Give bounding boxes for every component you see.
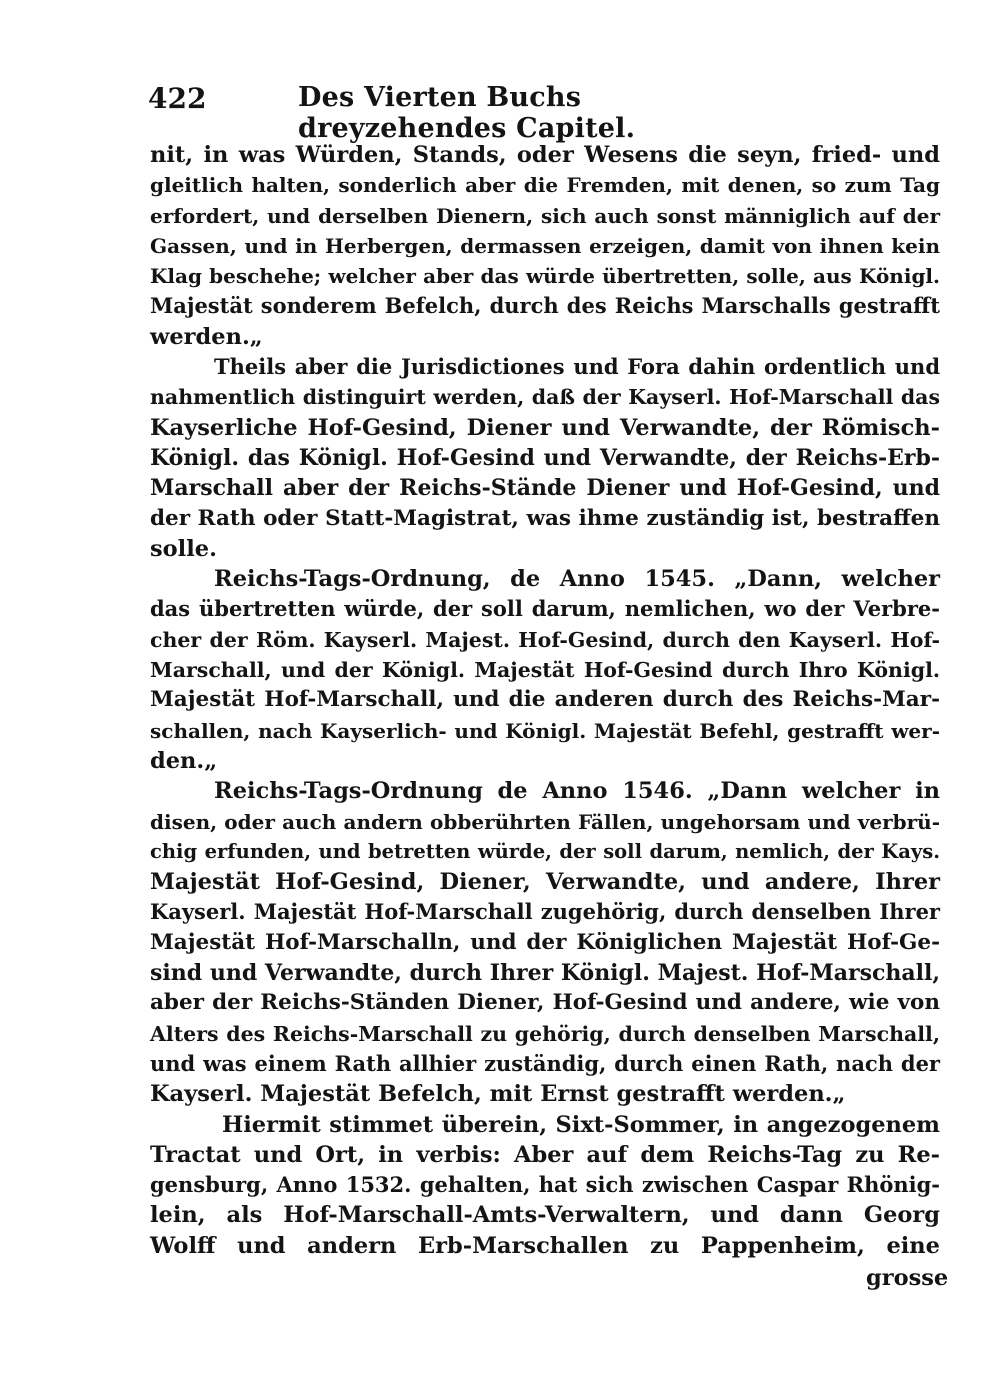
text-line: Tractat und Ort, in verbis: Aber auf dem Reichs-Tag zu Re- [150, 1141, 940, 1168]
text-line: und was einem Rath allhier zuständig, durch einen Rath, nach der [150, 1050, 940, 1076]
text-line: cher der Röm. Kayserl. Majest. Hof-Gesind, durch den Kayserl. Hof- [150, 627, 940, 652]
text-line: Gassen, und in Herbergen, dermassen erzeigen, damit von ihnen kein [150, 233, 940, 258]
text-line: nit, in was Würden, Stands, oder Wesens die seyn, fried- und [150, 142, 940, 168]
text-line: disen, oder auch andern obberührten Fällen, ungehorsam und verbrü- [150, 809, 940, 834]
text-line: sind und Verwandte, durch Ihrer Königl. Majest. Hof-Marschall, [150, 960, 940, 987]
text-line: chig erfunden, und betretten würde, der soll darum, nemlich, der Kays. [150, 839, 940, 863]
body-text [150, 140, 940, 1261]
text-line: Reichs-Tags-Ordnung, de Anno 1545. „Dann, welcher [214, 566, 940, 593]
text-line: Königl. das Königl. Hof-Gesind und Verwandte, der Reichs-Erb- [150, 444, 940, 471]
text-line: Reichs-Tags-Ordnung de Anno 1546. „Dann welcher in [214, 778, 940, 805]
text-line: schallen, nach Kayserlich- und Königl. Majestät Befehl, gestrafft wer- [150, 718, 940, 743]
text-line: das übertretten würde, der soll darum, nemlichen, wo der Verbre- [150, 596, 940, 622]
text-line: Majestät Hof-Gesind, Diener, Verwandte, und andere, Ihrer [150, 869, 940, 896]
text-line: Kayserliche Hof-Gesind, Diener und Verwandte, der Römisch- [150, 414, 940, 441]
text-line: werden.„ [150, 323, 263, 350]
text-line: Klag beschehe; welcher aber das würde übertretten, solle, aus Königl. [150, 264, 940, 289]
text-line: der Rath oder Statt-Magistrat, was ihme zuständig ist, bestraffen [150, 505, 940, 531]
text-line: Majestät Hof-Marschall, und die anderen durch des Reichs-Mar- [150, 687, 940, 713]
running-title: Des Vierten Buchs dreyzehendes Capitel. [298, 82, 636, 144]
text-line: den.„ [150, 747, 218, 774]
text-line: aber der Reichs-Ständen Diener, Hof-Gesind und andere, wie von [150, 990, 940, 1016]
page-header [148, 78, 798, 144]
text-line: nahmentlich distinguirt werden, daß der Kayserl. Hof-Marschall das [150, 385, 940, 410]
page-number: 422 [148, 82, 207, 115]
text-line: lein, als Hof-Marschall-Amts-Verwaltern, und dann Georg [150, 1202, 940, 1229]
text-line: solle. [150, 535, 217, 562]
text-line: Wolff und andern Erb-Marschallen zu Pappenheim, eine [150, 1232, 940, 1259]
catchword: grosse [866, 1265, 949, 1291]
text-line: Kayserl. Majestät Hof-Marschall zugehörig, durch denselben Ihrer [150, 899, 940, 925]
text-line: Theils aber die Jurisdictiones und Fora dahin ordentlich und [214, 354, 940, 380]
text-line: Kayserl. Majestät Befelch, mit Ernst gestrafft werden.„ [150, 1081, 846, 1108]
text-line: Hiermit stimmet überein, Sixt-Sommer, in angezogenem [222, 1111, 940, 1138]
text-line: gleitlich halten, sonderlich aber die Fremden, mit denen, so zum Tag [150, 173, 940, 198]
text-line: Marschall, und der Königl. Majestät Hof-Gesind durch Ihro Königl. [150, 658, 940, 683]
text-line: Alters des Reichs-Marschall zu gehörig, durch denselben Marschall, [150, 1021, 940, 1046]
text-line: gensburg, Anno 1532. gehalten, hat sich zwischen Caspar Rhönig- [150, 1172, 940, 1198]
text-line: Majestät Hof-Marschalln, und der Königlichen Majestät Hof-Ge- [150, 929, 940, 955]
text-line: Majestät sonderem Befelch, durch des Reichs Marschalls gestrafft [150, 293, 940, 319]
text-line: erfordert, und derselben Dienern, sich auch sonst männiglich auf der [150, 203, 940, 228]
text-line: Marschall aber der Reichs-Stände Diener und Hof-Gesind, und [150, 475, 940, 502]
